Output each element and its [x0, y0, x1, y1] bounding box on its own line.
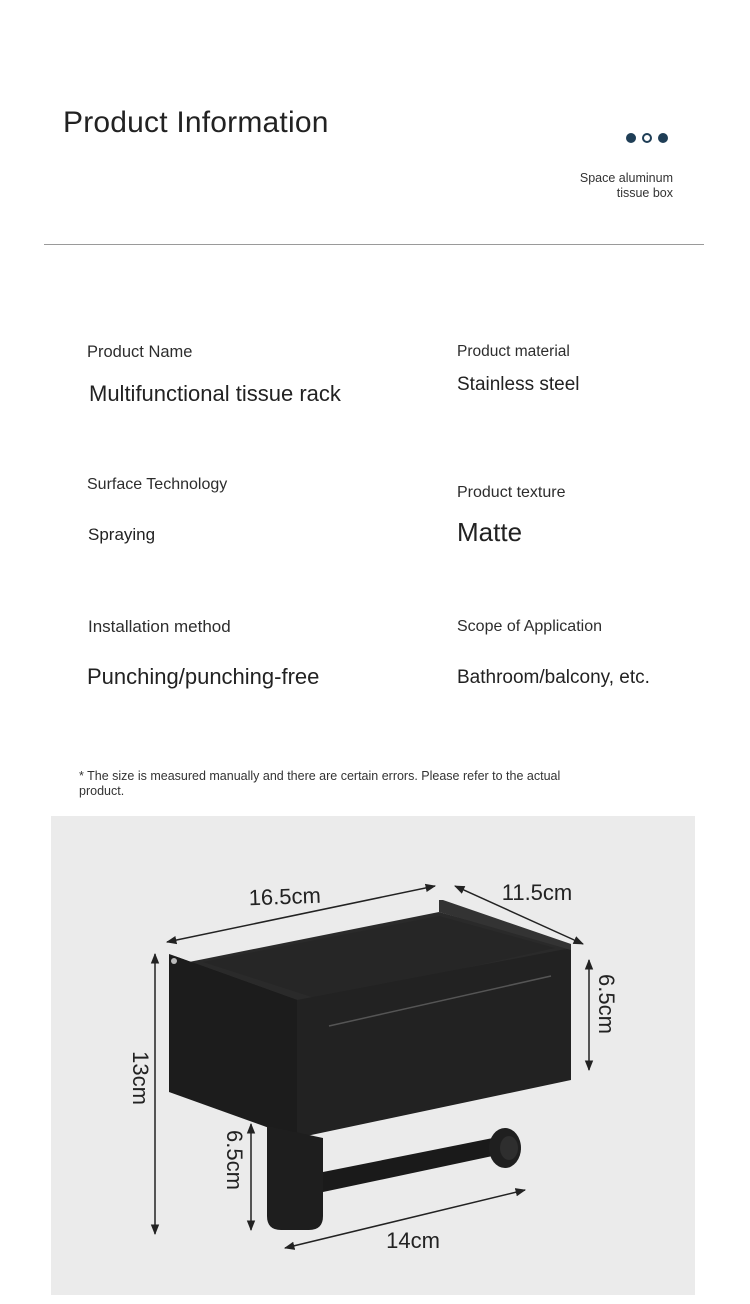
surface-technology-label: Surface Technology — [87, 476, 228, 493]
product-texture-value: Matte — [457, 517, 523, 547]
depth-label: 11.5cm — [501, 880, 573, 905]
product-material-label: Product material — [457, 343, 570, 360]
measurement-note: * The size is measured manually and there are certain errors. Please refer to the actual product. — [79, 769, 561, 798]
product-material-value: Stainless steel — [457, 374, 580, 395]
scope-of-application-label: Scope of Application — [457, 618, 602, 635]
subtitle-line: tissue box — [616, 186, 673, 200]
surface-technology-value: Spraying — [88, 525, 156, 544]
product-name-label: Product Name — [87, 343, 193, 361]
dot-icon — [626, 133, 636, 143]
installation-method-value: Punching/punching-free — [87, 664, 320, 689]
box-height-label: 6.5cm — [594, 974, 619, 1034]
divider — [44, 244, 704, 245]
tissue-rack-illustration — [51, 816, 695, 1295]
dot-icon — [642, 133, 652, 143]
total-height-label: 13cm — [128, 1051, 153, 1105]
rod-length-label: 14cm — [386, 1228, 440, 1253]
width-label: 16.5cm — [248, 882, 322, 911]
product-dimension-image — [51, 816, 695, 1295]
subtitle-line: Space aluminum — [579, 171, 673, 185]
bracket-height-label: 6.5cm — [222, 1130, 247, 1190]
page-title: Product Information — [63, 106, 329, 139]
scope-of-application-value: Bathroom/balcony, etc. — [457, 667, 650, 688]
subtitle — [560, 171, 673, 201]
installation-method-label: Installation method — [88, 617, 231, 636]
dot-icon — [658, 133, 668, 143]
decorative-dots — [626, 133, 668, 143]
product-texture-label: Product texture — [457, 484, 566, 501]
product-name-value: Multifunctional tissue rack — [89, 381, 341, 406]
